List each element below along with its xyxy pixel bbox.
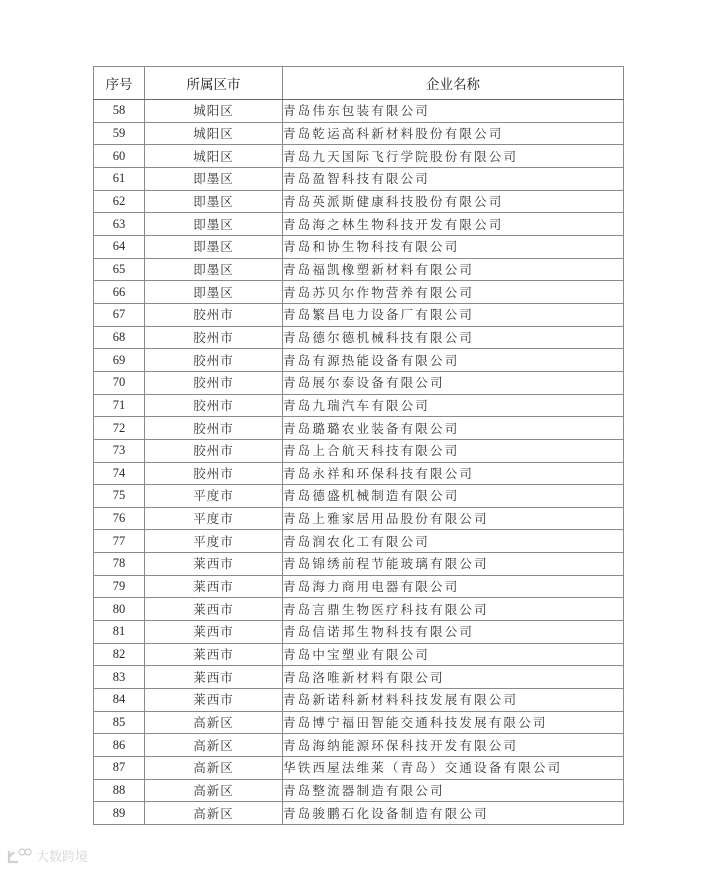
table-row: [94, 462, 624, 485]
company-name-cell: 华铁西屋法维莱（青岛）交通设备有限公司: [283, 757, 624, 780]
company-name-cell: 青岛整流器制造有限公司: [283, 779, 624, 802]
company-name-cell: 青岛海之林生物科技开发有限公司: [283, 213, 624, 236]
table-row: [94, 281, 624, 304]
serial-number-cell: 85: [94, 711, 145, 734]
serial-number-cell: 84: [94, 689, 145, 712]
table-row: [94, 303, 624, 326]
serial-number-cell: 70: [94, 371, 145, 394]
serial-number-cell: 69: [94, 349, 145, 372]
company-name-cell: 青岛乾运高科新材料股份有限公司: [283, 122, 624, 145]
serial-number-cell: 75: [94, 485, 145, 508]
serial-number-cell: 87: [94, 757, 145, 780]
table-row: [94, 689, 624, 712]
company-name-cell: 青岛永祥和环保科技有限公司: [283, 462, 624, 485]
company-name-cell: 青岛福凯橡塑新材料有限公司: [283, 258, 624, 281]
district-cell: 胶州市: [145, 417, 283, 440]
table-row: [94, 530, 624, 553]
serial-number-cell: 73: [94, 439, 145, 462]
table-row: [94, 349, 624, 372]
serial-number-cell: 79: [94, 575, 145, 598]
table-row: [94, 439, 624, 462]
company-name-cell: 青岛璐璐农业装备有限公司: [283, 417, 624, 440]
enterprise-list-table: [93, 66, 624, 825]
table-row: [94, 734, 624, 757]
serial-number-cell: 60: [94, 145, 145, 168]
district-cell: 高新区: [145, 802, 283, 825]
table-row: [94, 100, 624, 123]
table-row: [94, 711, 624, 734]
table-row: [94, 145, 624, 168]
district-cell: 莱西市: [145, 643, 283, 666]
table-row: [94, 190, 624, 213]
company-name-cell: 青岛德尔德机械科技有限公司: [283, 326, 624, 349]
watermark-text: 大数跨境: [36, 850, 89, 865]
table-row: [94, 621, 624, 644]
district-cell: 高新区: [145, 757, 283, 780]
table-row: [94, 485, 624, 508]
serial-number-cell: 66: [94, 281, 145, 304]
header-company-name: 企业名称: [283, 67, 624, 100]
serial-number-cell: 76: [94, 507, 145, 530]
table-row: [94, 779, 624, 802]
district-cell: 高新区: [145, 734, 283, 757]
company-name-cell: 青岛润农化工有限公司: [283, 530, 624, 553]
table-row: [94, 666, 624, 689]
table-row: [94, 394, 624, 417]
table-row: [94, 326, 624, 349]
district-cell: 莱西市: [145, 553, 283, 576]
table-row: [94, 122, 624, 145]
serial-number-cell: 59: [94, 122, 145, 145]
district-cell: 即墨区: [145, 281, 283, 304]
serial-number-cell: 63: [94, 213, 145, 236]
district-cell: 胶州市: [145, 462, 283, 485]
company-name-cell: 青岛展尔泰设备有限公司: [283, 371, 624, 394]
district-cell: 莱西市: [145, 575, 283, 598]
serial-number-cell: 77: [94, 530, 145, 553]
company-name-cell: 青岛九瑞汽车有限公司: [283, 394, 624, 417]
company-name-cell: 青岛和协生物科技有限公司: [283, 235, 624, 258]
district-cell: 即墨区: [145, 258, 283, 281]
district-cell: 城阳区: [145, 100, 283, 123]
district-cell: 胶州市: [145, 303, 283, 326]
district-cell: 城阳区: [145, 122, 283, 145]
company-name-cell: 青岛博宁福田智能交通科技发展有限公司: [283, 711, 624, 734]
company-name-cell: 青岛骏鹏石化设备制造有限公司: [283, 802, 624, 825]
serial-number-cell: 82: [94, 643, 145, 666]
company-name-cell: 青岛海纳能源环保科技开发有限公司: [283, 734, 624, 757]
district-cell: 莱西市: [145, 621, 283, 644]
table-row: [94, 757, 624, 780]
table-header-row: [94, 67, 624, 100]
table-row: [94, 507, 624, 530]
serial-number-cell: 58: [94, 100, 145, 123]
serial-number-cell: 71: [94, 394, 145, 417]
district-cell: 即墨区: [145, 190, 283, 213]
table-row: [94, 371, 624, 394]
district-cell: 高新区: [145, 779, 283, 802]
serial-number-cell: 88: [94, 779, 145, 802]
serial-number-cell: 89: [94, 802, 145, 825]
serial-number-cell: 81: [94, 621, 145, 644]
header-serial-number: 序号: [94, 67, 145, 100]
district-cell: 平度市: [145, 507, 283, 530]
company-name-cell: 青岛上合航天科技有限公司: [283, 439, 624, 462]
district-cell: 莱西市: [145, 598, 283, 621]
serial-number-cell: 72: [94, 417, 145, 440]
table-row: [94, 417, 624, 440]
district-cell: 胶州市: [145, 371, 283, 394]
company-name-cell: 青岛伟东包装有限公司: [283, 100, 624, 123]
cloud-logo-icon: [6, 848, 32, 864]
district-cell: 高新区: [145, 711, 283, 734]
company-name-cell: 青岛中宝塑业有限公司: [283, 643, 624, 666]
district-cell: 胶州市: [145, 326, 283, 349]
district-cell: 平度市: [145, 530, 283, 553]
district-cell: 莱西市: [145, 666, 283, 689]
district-cell: 即墨区: [145, 235, 283, 258]
company-name-cell: 青岛洛唯新材料有限公司: [283, 666, 624, 689]
company-name-cell: 青岛苏贝尔作物营养有限公司: [283, 281, 624, 304]
table-row: [94, 167, 624, 190]
company-name-cell: 青岛上雅家居用品股份有限公司: [283, 507, 624, 530]
serial-number-cell: 65: [94, 258, 145, 281]
company-name-cell: 青岛信诺邦生物科技有限公司: [283, 621, 624, 644]
table-row: [94, 213, 624, 236]
table-body: [94, 100, 624, 825]
serial-number-cell: 64: [94, 235, 145, 258]
company-name-cell: 青岛言鼎生物医疗科技有限公司: [283, 598, 624, 621]
serial-number-cell: 62: [94, 190, 145, 213]
serial-number-cell: 67: [94, 303, 145, 326]
table-row: [94, 553, 624, 576]
table-row: [94, 643, 624, 666]
serial-number-cell: 83: [94, 666, 145, 689]
serial-number-cell: 74: [94, 462, 145, 485]
company-name-cell: 青岛锦绣前程节能玻璃有限公司: [283, 553, 624, 576]
company-name-cell: 青岛繁昌电力设备厂有限公司: [283, 303, 624, 326]
header-district: 所属区市: [145, 67, 283, 100]
district-cell: 胶州市: [145, 439, 283, 462]
table-row: [94, 802, 624, 825]
district-cell: 胶州市: [145, 394, 283, 417]
table-row: [94, 258, 624, 281]
district-cell: 城阳区: [145, 145, 283, 168]
table-row: [94, 235, 624, 258]
company-name-cell: 青岛英派斯健康科技股份有限公司: [283, 190, 624, 213]
company-name-cell: 青岛海力商用电器有限公司: [283, 575, 624, 598]
district-cell: 即墨区: [145, 167, 283, 190]
district-cell: 莱西市: [145, 689, 283, 712]
serial-number-cell: 86: [94, 734, 145, 757]
company-name-cell: 青岛盈智科技有限公司: [283, 167, 624, 190]
company-name-cell: 青岛新诺科新材料科技发展有限公司: [283, 689, 624, 712]
district-cell: 胶州市: [145, 349, 283, 372]
table-row: [94, 575, 624, 598]
serial-number-cell: 61: [94, 167, 145, 190]
company-name-cell: 青岛九天国际飞行学院股份有限公司: [283, 145, 624, 168]
watermark: [6, 846, 88, 865]
company-name-cell: 青岛德盛机械制造有限公司: [283, 485, 624, 508]
district-cell: 平度市: [145, 485, 283, 508]
serial-number-cell: 80: [94, 598, 145, 621]
company-name-cell: 青岛有源热能设备有限公司: [283, 349, 624, 372]
serial-number-cell: 68: [94, 326, 145, 349]
serial-number-cell: 78: [94, 553, 145, 576]
district-cell: 即墨区: [145, 213, 283, 236]
table-row: [94, 598, 624, 621]
